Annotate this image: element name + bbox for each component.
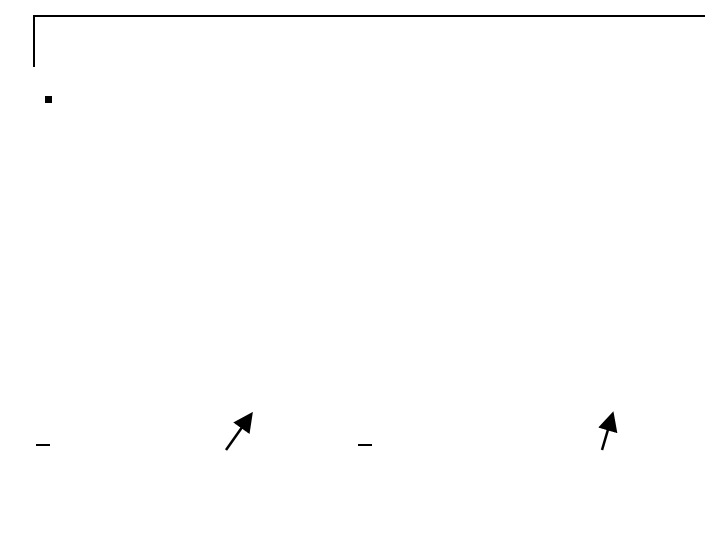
msd-arrow-icon xyxy=(226,416,250,450)
msd-label-box xyxy=(36,444,50,446)
lsd-arrow-icon xyxy=(602,416,612,450)
lsd-label-box xyxy=(358,444,372,446)
